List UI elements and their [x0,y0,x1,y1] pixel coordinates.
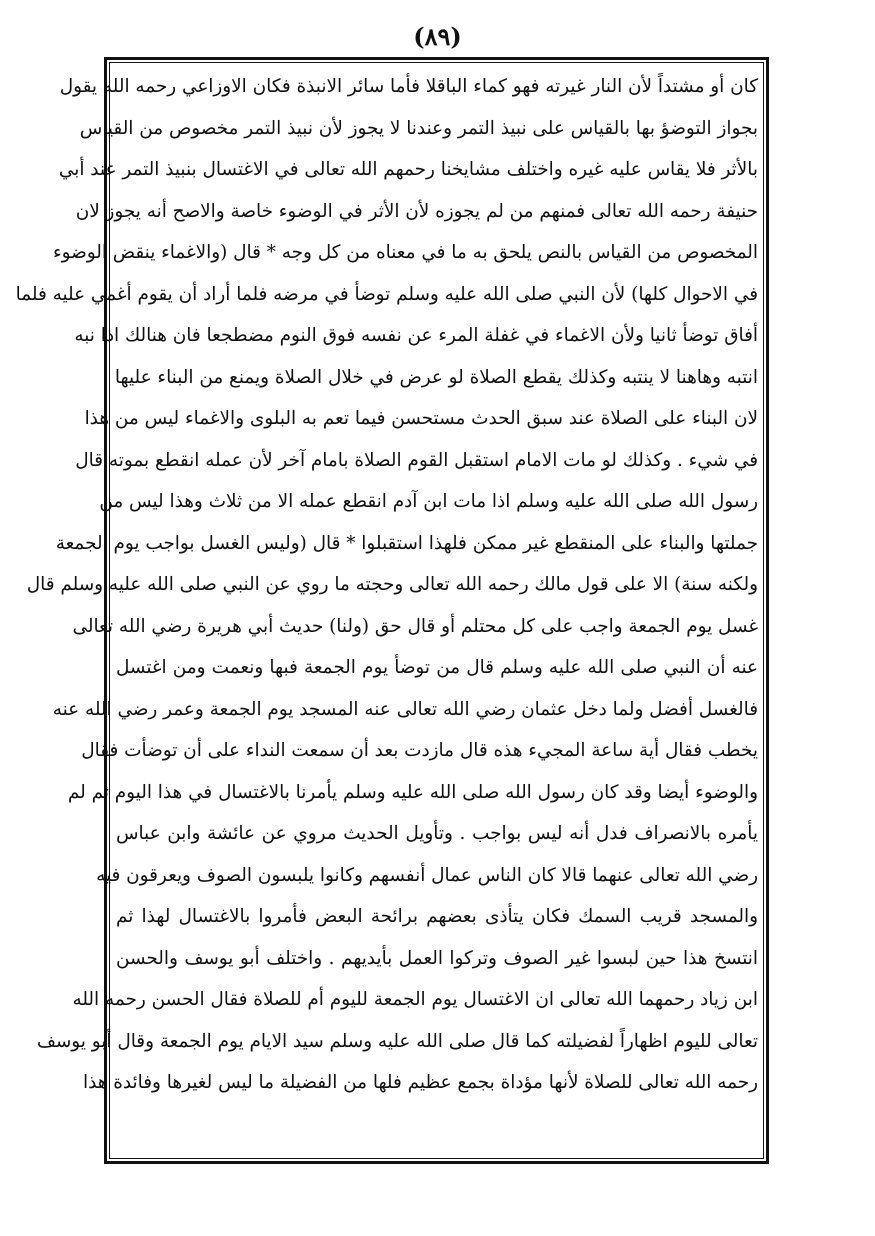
text-line: ابن زياد رحمهما الله تعالى ان الاغتسال يوم الجمعة لليوم أم للصلاة فقال الحسن رحمه الله [72,989,758,1010]
text-line: رسول الله صلى الله عليه وسلم اذا مات ابن آدم انقطع عمله الا من ثلاث وهذا ليس من [99,491,758,512]
text-line: جملتها والبناء على المنقطع غير ممكن فلهذا استقبلوا * قال (وليس الغسل بواجب يوم الجمعة [55,532,758,554]
text-line: بالأثر فلا يقاس عليه غيره واختلف مشايخنا رحمهم الله تعالى في الاغتسال بنبيذ التمر عند أبي [58,159,758,180]
text-line: كان أو مشتداً لأن النار غيرته فهو كماء الباقلا فأما سائر الانبذة فكان الاوزاعي رحمه الله يقول [59,76,758,97]
text-line: والمسجد قريب السمك فكان يتأذى بعضهم برائحة البعض فأمروا بالاغتسال لهذا ثم [116,906,758,927]
text-line: حنيفة رحمه الله تعالى فمنهم من لم يجوزه لأن الأثر في الوضوء خاصة والاصح أنه يجوز لان [75,200,758,222]
text-line: بجواز التوضؤ بها بالقياس على نبيذ التمر وعندنا لا يجوز لأن نبيذ التمر مخصوص من القياس [79,117,758,139]
text-line: انتسخ هذا حين لبسوا غير الصوف وتركوا العمل بأيديهم . واختلف أبو يوسف والحسن [116,947,758,969]
text-line: يخطب فقال أية ساعة المجيء هذه قال مازدت بعد أن سمعت النداء على أن توضأت فقال [81,740,758,761]
text-line: أفاق توضأ ثانيا ولأن الاغماء في غفلة المرء عن نفسه فوق النوم مضطجعا فان هنالك اذا نبه [74,325,758,346]
text-line: رحمه الله تعالى للصلاة لأنها مؤداة بجمع عظيم فلها من الفضيلة ما ليس لغيرها وفائدة هذا [82,1072,758,1093]
text-line: غسل يوم الجمعة واجب على كل محتلم أو قال حق (ولنا) حديث أبي هريرة رضي الله تعالى [72,615,758,637]
body-text [15,66,758,1156]
text-line: رضي الله تعالى عنهما قالا كان الناس عمال أنفسهم وكانوا يلبسون الصوف ويعرقون فيه [96,864,758,886]
text-line: فالغسل أفضل ولما دخل عثمان رضي الله تعالى عنه المسجد يوم الجمعة وعمر رضي الله عنه [52,698,758,720]
text-line: انتبه وهاهنا لا ينتبه وكذلك يقطع الصلاة لو عرض في خلال الصلاة ويمنع من البناء عليها [114,366,758,388]
text-line: لان البناء على الصلاة عند سبق الحدث مستحسن فيما تعم به البلوى والاغماء ليس من هذا [84,408,758,429]
text-line: في الاحوال كلها) لأن النبي صلى الله عليه وسلم توضأ في مرضه فلما أراد أن يقوم أغمي عليه فلما [15,283,758,305]
text-line: في شيء . وكذلك لو مات الامام استقبل القوم الصلاة بامام آخر لأن عمله انقطع بموته قال [75,449,758,471]
text-line: ولكنه سنة) الا على قول مالك رحمه الله تعالى وحجته ما روي عن النبي صلى الله عليه وسلم قال [26,574,758,595]
page-number: (٨٩) [413,22,462,51]
text-line: يأمره بالانصراف فدل أنه ليس بواجب . وتأويل الحديث مروي عن عائشة وابن عباس [116,823,758,844]
text-line: المخصوص من القياس بالنص يلحق به ما في معناه من كل وجه * قال (والاغماء ينقض الوضوء [52,242,758,263]
text-line: عنه أن النبي صلى الله عليه وسلم قال من توضأ يوم الجمعة فبها ونعمت ومن اغتسل [116,657,758,678]
text-line: تعالى لليوم اظهاراً لفضيلته كما قال صلى الله عليه وسلم سيد الايام يوم الجمعة وقال أبو يوسف [36,1030,758,1052]
text-line: والوضوء أيضا وقد كان رسول الله صلى الله عليه وسلم يأمرنا بالاغتسال في هذا اليوم ثم لم [67,781,758,803]
